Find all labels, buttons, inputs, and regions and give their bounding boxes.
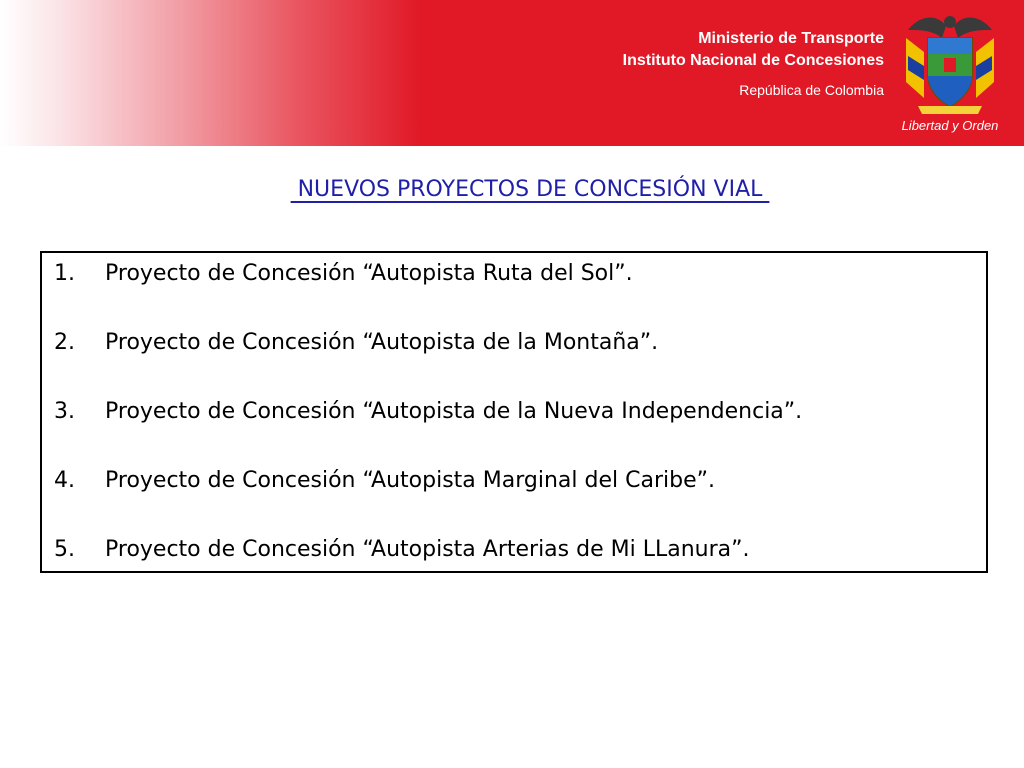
project-label: Proyecto de Concesión “Autopista de la Nueva Independencia”. — [105, 399, 803, 424]
project-number: 5. — [54, 537, 75, 562]
seal-motto: Libertad y Orden — [901, 118, 999, 133]
project-list-box — [40, 251, 988, 573]
page-title-text: NUEVOS PROYECTOS DE CONCESIÓN VIAL — [290, 177, 770, 202]
project-label: Proyecto de Concesión “Autopista Marginal del Caribe”. — [105, 468, 715, 493]
country-name: República de Colombia — [739, 82, 884, 98]
project-label: Proyecto de Concesión “Autopista de la Montaña”. — [105, 330, 659, 355]
institute-name: Instituto Nacional de Concesiones — [622, 52, 884, 69]
page-title — [0, 172, 1024, 208]
coat-of-arms-seal — [898, 8, 1002, 138]
project-number: 3. — [54, 399, 75, 424]
project-number: 4. — [54, 468, 75, 493]
organization-block — [623, 28, 884, 100]
project-label: Proyecto de Concesión “Autopista Arterias de Mi LLanura”. — [105, 537, 750, 562]
project-number: 1. — [54, 261, 75, 286]
coat-of-arms-icon — [898, 8, 1002, 118]
project-number: 2. — [54, 330, 75, 355]
header-band — [0, 0, 1024, 146]
project-label: Proyecto de Concesión “Autopista Ruta del Sol”. — [105, 261, 633, 286]
ministry-name: Ministerio de Transporte — [698, 30, 884, 47]
